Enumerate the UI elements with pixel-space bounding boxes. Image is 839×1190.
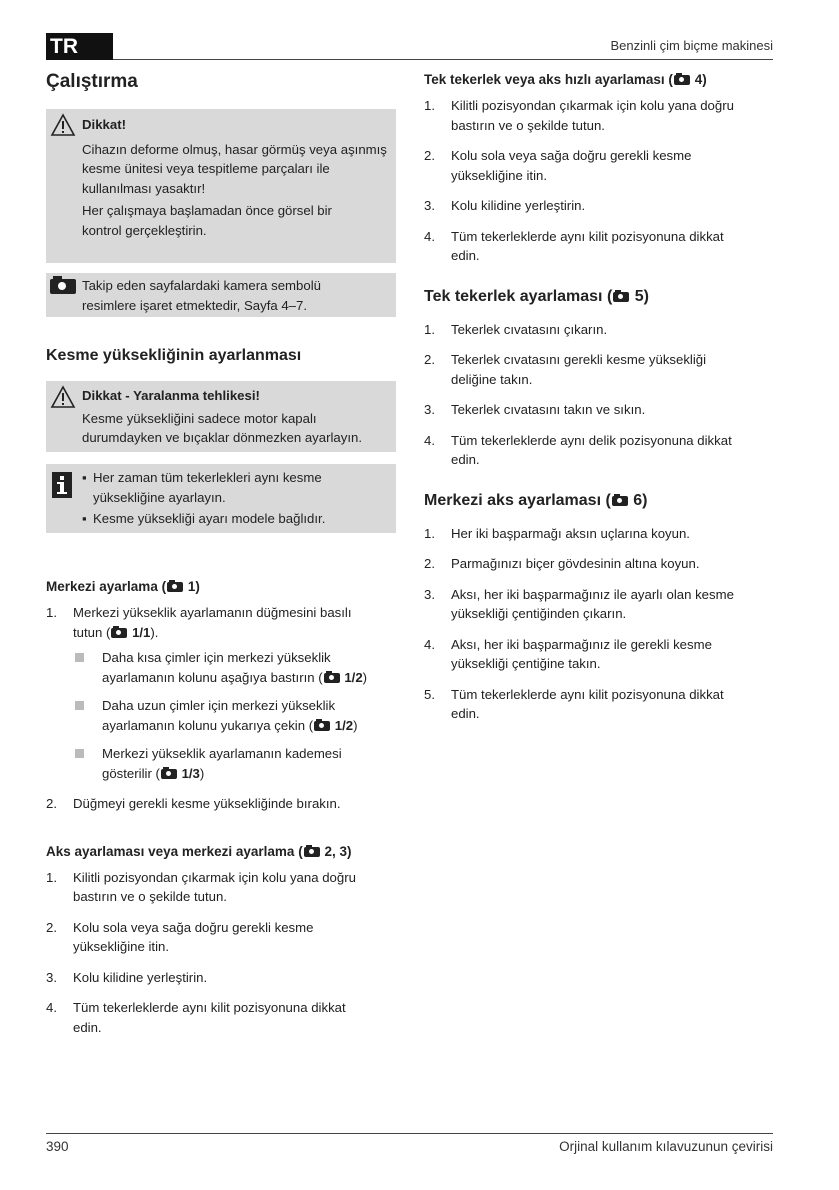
warning-text-2: Her çalışmaya başlamadan önce görsel bir kontrol gerçekleştirin. [82, 203, 332, 238]
section-title-calistirma: Çalıştırma [46, 71, 138, 92]
warning-title: Dikkat! [82, 117, 126, 132]
camera-note-box: Takip eden sayfalardaki kamera sembolü resimlere işaret etmektedir, Sayfa 4–7. [46, 273, 396, 317]
aks-steps [46, 868, 396, 1038]
warning-triangle-icon [50, 113, 76, 137]
warning-triangle-icon [50, 385, 76, 409]
camera-icon [613, 292, 629, 302]
list-item: 2. Kolu sola veya sağa doğru gerekli kesme yüksekliğine itin. [424, 148, 692, 183]
right-column [424, 70, 774, 735]
info-box [46, 464, 396, 533]
list-item: 3. Aksı, her iki başparmağınız ile ayarlı olan kesme yüksekliği çentiğinden çıkarın. [424, 586, 734, 621]
list-item: 4. Aksı, her iki başparmağınız ile gerekli kesme yüksekliği çentiğine takın. [424, 636, 712, 671]
list-item: 4. Tüm tekerleklerde aynı kilit pozisyonuna dikkat edin. [424, 228, 724, 263]
list-item: 4. Tüm tekerleklerde aynı kilit pozisyonuna dikkat edin. [46, 1000, 346, 1035]
list-item: 2. Kolu sola veya sağa doğru gerekli kesme yüksekliğine itin. [46, 919, 314, 954]
tek-steps [424, 320, 774, 470]
camera-icon [314, 721, 330, 731]
subsection-merkezi-aks: Merkezi aks ayarlaması ( 6) [424, 491, 648, 509]
language-badge: TR [46, 33, 113, 60]
merkezi-substeps [73, 648, 396, 783]
camera-icon [161, 769, 177, 779]
document-title: Benzinli çim biçme makinesi [610, 38, 773, 53]
merkezi-aks-steps [424, 524, 774, 724]
list-item: Daha kısa çimler için merkezi yükseklik ayarlamanın kolunu aşağıya bastırın ( 1/2) [73, 648, 396, 687]
list-item: 3. Kolu kilidine yerleştirin. [46, 969, 208, 985]
merkezi-steps [46, 603, 396, 814]
warning-box [46, 109, 396, 263]
hizli-steps [424, 96, 774, 266]
list-item: 3. Kolu kilidine yerleştirin. [424, 198, 586, 213]
danger-box [46, 381, 396, 452]
list-item: 3. Tekerlek cıvatasını takın ve sıkın. [424, 402, 646, 417]
subsection-aks: Aks ayarlaması veya merkezi ayarlama ( 2, 3) [46, 843, 352, 859]
info-item-1: ▪ Her zaman tüm tekerlekleri aynı kesme yüksekliğine ayarlayın. [82, 470, 322, 505]
section-title-kesme: Kesme yüksekliğinin ayarlanması [46, 347, 302, 364]
list-item: 2. Düğmeyi gerekli kesme yüksekliğinde bırakın. [46, 796, 341, 811]
list-item: 1. Tekerlek cıvatasını çıkarın. [424, 321, 608, 337]
list-item: 5. Tüm tekerleklerde aynı kilit pozisyonuna dikkat edin. [424, 686, 724, 721]
list-item: 2. Parmağınızı biçer gövdesinin altına koyun. [424, 556, 700, 571]
camera-icon [111, 628, 127, 638]
list-item: 1. Kilitli pozisyondan çıkarmak için kolu yana doğru bastırın ve o şekilde tutun. [424, 98, 734, 133]
camera-icon [674, 75, 690, 85]
subsection-hizli: Tek tekerlek veya aks hızlı ayarlaması ( 4) [424, 72, 707, 87]
list-item: 1. Kilitli pozisyondan çıkarmak için kolu yana doğru bastırın ve o şekilde tutun. [46, 869, 356, 904]
camera-icon [50, 279, 76, 294]
page-number: 390 [46, 1139, 69, 1154]
list-item: 1. Merkezi yükseklik ayarlamanın düğmesini basılı tutun ( 1/1). Daha kısa çimler için merkezi yükseklik ayarlamanın kolunu aşağıya bastırın ( 1/2) Daha uzun çimler için merkezi yükseklik ayarlamanın kolunu yukarıya çekin ( 1/2) Merkezi yükseklik ayarlamanın kademesi gösterilir ( 1/3) [46, 603, 396, 783]
footer-rule [46, 1133, 773, 1134]
footer-title: Orjinal kullanım kılavuzunun çevirisi [559, 1139, 773, 1154]
header-rule [113, 59, 773, 60]
left-column [46, 70, 396, 1048]
subsection-tek: Tek tekerlek ayarlaması ( 5) [424, 287, 649, 305]
list-item: Merkezi yükseklik ayarlamanın kademesi gösterilir ( 1/3) [73, 744, 396, 783]
warning-text-1: Cihazın deforme olmuş, hasar görmüş veya aşınmış kesme ünitesi veya tespitleme parçaları ile kullanılması yasaktır! [82, 141, 387, 196]
camera-icon [167, 582, 183, 592]
list-item: 1. Her iki başparmağı aksın uçlarına koyun. [424, 525, 690, 541]
camera-icon [612, 496, 628, 506]
info-icon [52, 472, 72, 498]
camera-icon [324, 673, 340, 683]
danger-text: Kesme yüksekliğini sadece motor kapalı durumdayken ve bıçaklar dönmezken ayarlayın. [82, 410, 363, 445]
list-item: Daha uzun çimler için merkezi yükseklik ayarlamanın kolunu yukarıya çekin ( 1/2) [73, 696, 396, 735]
info-item-2: ▪ Kesme yüksekliği ayarı modele bağlıdır. [82, 511, 326, 526]
list-item: 4. Tüm tekerleklerde aynı delik pozisyonuna dikkat edin. [424, 432, 732, 467]
camera-icon [304, 847, 320, 857]
danger-title: Dikkat - Yaralanma tehlikesi! [82, 388, 260, 403]
list-item: 2. Tekerlek cıvatasını gerekli kesme yüksekliği deliğine takın. [424, 352, 707, 387]
subsection-merkezi: Merkezi ayarlama ( 1) [46, 579, 200, 594]
